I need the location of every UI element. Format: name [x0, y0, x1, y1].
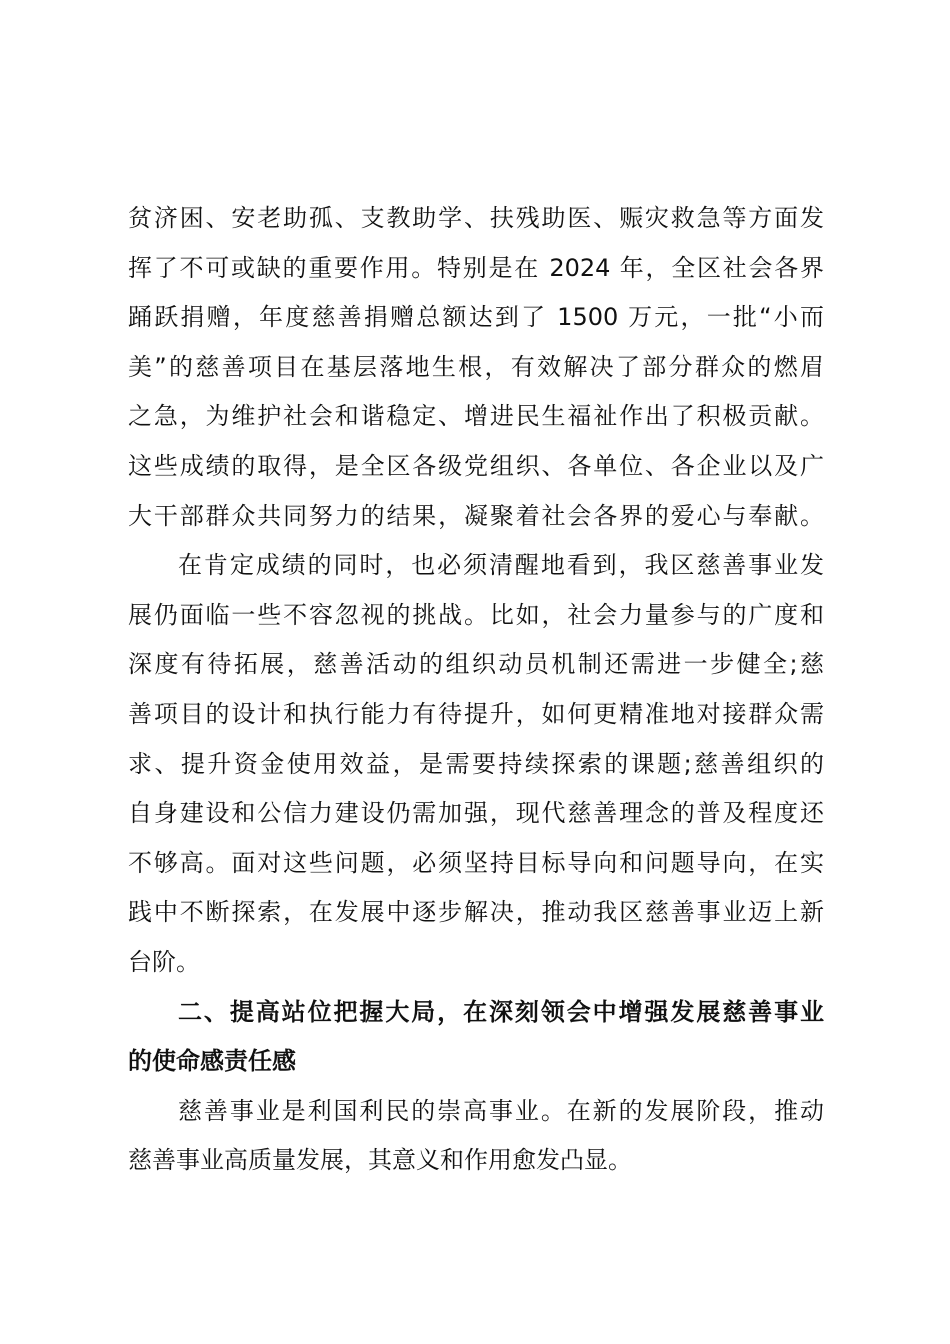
heading-line: 的使命感责任感 [128, 1047, 296, 1076]
text-line: 深度有待拓展，慈善活动的组织动员机制还需进一步健全;慈 [128, 650, 824, 679]
text-line: 之急，为维护社会和谐稳定、增进民生福祉作出了积极贡献。 [128, 402, 824, 431]
document-page [128, 194, 824, 1186]
text-line: 善项目的设计和执行能力有待提升，如何更精准地对接群众需 [128, 699, 824, 728]
text-line: 台阶。 [128, 947, 200, 976]
paragraph-achievements [128, 194, 824, 541]
text-line: 践中不断探索，在发展中逐步解决，推动我区慈善事业迈上新 [128, 898, 824, 927]
text-line: 不够高。面对这些问题，必须坚持目标导向和问题导向，在实 [128, 848, 824, 877]
text-line: 慈善事业是利国利民的崇高事业。在新的发展阶段，推动 [178, 1096, 824, 1125]
section-heading [128, 988, 824, 1087]
text-line: 大干部群众共同努力的结果，凝聚着社会各界的爱心与奉献。 [128, 501, 824, 530]
text-line: 美”的慈善项目在基层落地生根，有效解决了部分群众的燃眉 [128, 352, 824, 381]
text-line: 慈善事业高质量发展，其意义和作用愈发凸显。 [128, 1146, 632, 1175]
text-line: 展仍面临一些不容忽视的挑战。比如，社会力量参与的广度和 [128, 600, 824, 629]
text-line: 踊跃捐赠，年度慈善捐赠总额达到了 1500 万元，一批“小而 [128, 303, 824, 332]
text-line: 这些成绩的取得，是全区各级党组织、各单位、各企业以及广 [128, 451, 824, 480]
text-line: 贫济困、安老助孤、支教助学、扶残助医、赈灾救急等方面发 [128, 204, 824, 232]
paragraph-significance [128, 1087, 824, 1186]
text-line: 自身建设和公信力建设仍需加强，现代慈善理念的普及程度还 [128, 799, 824, 828]
text-line: 挥了不可或缺的重要作用。特别是在 2024 年，全区社会各界 [128, 253, 824, 282]
text-line: 求、提升资金使用效益，是需要持续探索的课题;慈善组织的 [128, 749, 824, 778]
paragraph-challenges [128, 541, 824, 987]
text-line: 在肯定成绩的同时，也必须清醒地看到，我区慈善事业发 [178, 551, 824, 580]
heading-line: 二、提高站位把握大局，在深刻领会中增强发展慈善事业 [178, 997, 824, 1026]
